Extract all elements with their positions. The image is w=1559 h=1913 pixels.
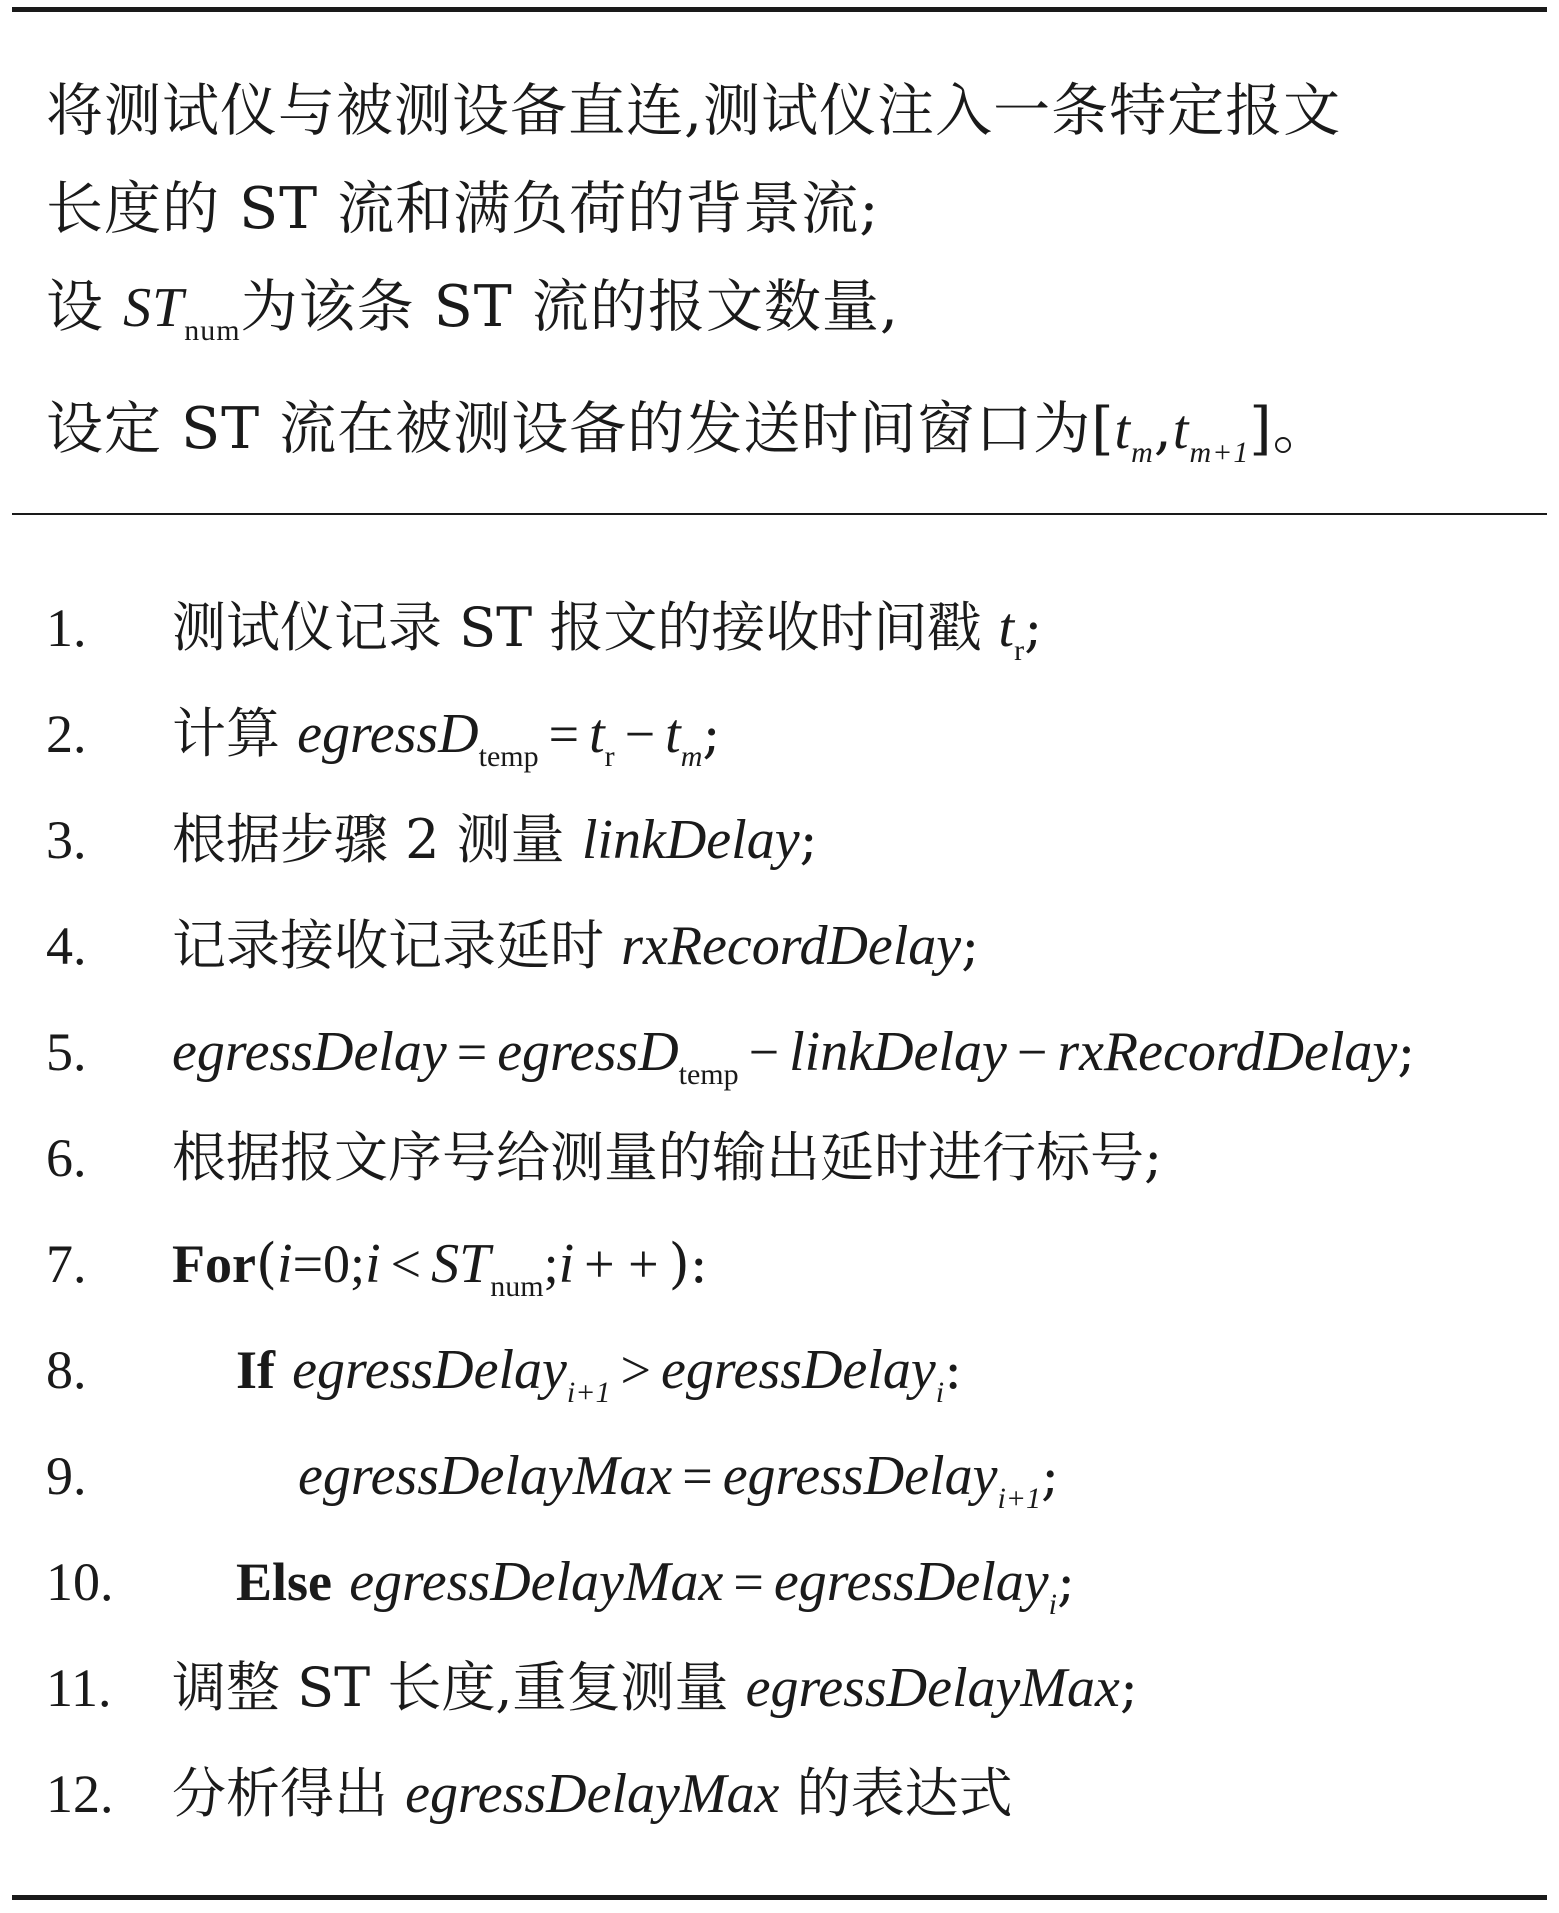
header-line-4 xyxy=(46,380,1526,502)
if-keyword: If xyxy=(236,1340,275,1400)
i-var: i xyxy=(365,1233,381,1295)
temp-sub: temp xyxy=(678,1058,739,1091)
less-than: < xyxy=(390,1234,422,1294)
step-number: 10. xyxy=(46,1552,114,1612)
step-number: 1. xyxy=(46,598,87,658)
tr-sub: r xyxy=(1014,634,1025,667)
step-end: ; xyxy=(799,808,818,871)
tm-var: t xyxy=(1114,399,1132,461)
rxRecordDelay-var: rxRecordDelay xyxy=(621,915,962,977)
header-text-2: 长度的 ST 流和满负荷的背景流; xyxy=(46,176,880,242)
header-line-2 xyxy=(46,160,1526,258)
egressDelayMax-var: egressDelayMax xyxy=(745,1657,1120,1719)
tm1-sub: m+1 xyxy=(1189,436,1250,469)
egressDelay-var: egressDelay xyxy=(292,1339,567,1401)
semicolon: ; xyxy=(543,1234,559,1294)
i-plus-1-sub: i+1 xyxy=(997,1482,1042,1515)
step-12 xyxy=(46,1741,1536,1847)
step-body xyxy=(172,1105,1162,1211)
header-text-3a: 设 xyxy=(46,274,124,340)
step-body xyxy=(172,893,979,999)
init-expr: =0; xyxy=(292,1234,366,1294)
equals-sign: = xyxy=(548,704,580,764)
i-plus-1-sub: i+1 xyxy=(566,1376,611,1409)
header-text-1: 将测试仪与被测设备直连,测试仪注入一条特定报文 xyxy=(46,78,1342,144)
open-paren: ( xyxy=(255,1232,278,1295)
tr-var: t xyxy=(998,597,1015,659)
step-1 xyxy=(46,575,1536,681)
step-10 xyxy=(46,1529,1536,1635)
st-sub: num xyxy=(184,314,241,347)
step-7 xyxy=(46,1211,1536,1317)
minus-sign: − xyxy=(748,1022,780,1082)
header-line-1 xyxy=(46,62,1526,160)
step-text: 根据报文序号给测量的输出延时进行标号; xyxy=(172,1126,1163,1189)
step-text: 测试仪记录 ST 报文的接收时间戳 xyxy=(172,596,999,659)
tm-sub: m xyxy=(680,740,703,773)
header-text-4a: 设定 ST 流在被测设备的发送时间窗口为[ xyxy=(46,396,1115,462)
temp-sub: temp xyxy=(478,740,539,773)
step-5 xyxy=(46,999,1536,1105)
step-text: 调整 ST 长度,重复测量 xyxy=(172,1656,746,1719)
i-sub: i xyxy=(935,1376,945,1409)
step-end: ; xyxy=(1024,596,1043,659)
egressDelay-var: egressDelay xyxy=(773,1551,1049,1613)
step-body xyxy=(172,1635,1138,1741)
header-text-3b: 为该条 ST 流的报文数量, xyxy=(240,274,900,340)
step-number: 5. xyxy=(46,1022,87,1082)
equals-sign: = xyxy=(682,1446,713,1506)
step-number: 3. xyxy=(46,810,87,870)
egressDelay-var: egressDelay xyxy=(172,1021,447,1083)
top-rule xyxy=(12,7,1547,12)
step-body xyxy=(172,1741,1013,1847)
step-2 xyxy=(46,681,1536,787)
egressDelay-var: egressDelay xyxy=(660,1339,936,1401)
tr-sub: r xyxy=(604,740,615,773)
header-comma: , xyxy=(1153,396,1173,462)
for-keyword: For xyxy=(172,1234,256,1294)
step-text: 根据步骤 2 测量 xyxy=(172,808,582,871)
middle-rule xyxy=(12,513,1547,515)
step-tail: 的表达式 xyxy=(779,1762,1013,1825)
step-text: 分析得出 xyxy=(172,1762,406,1825)
step-end: ; xyxy=(702,702,721,765)
else-keyword: Else xyxy=(236,1552,333,1612)
step-6 xyxy=(46,1105,1536,1211)
step-end: ; xyxy=(1397,1020,1416,1083)
step-8 xyxy=(46,1317,1536,1423)
step-number: 11. xyxy=(46,1658,112,1718)
st-var: ST xyxy=(431,1233,491,1295)
egressDelayMax-var: egressDelayMax xyxy=(349,1551,724,1613)
i-sub: i xyxy=(1048,1588,1057,1621)
st-var: ST xyxy=(123,277,185,339)
linkDelay-var: linkDelay xyxy=(581,809,800,871)
step-number: 12. xyxy=(46,1764,114,1824)
step-11 xyxy=(46,1635,1536,1741)
step-end: ; xyxy=(1119,1656,1139,1719)
linkDelay-var: linkDelay xyxy=(789,1021,1007,1083)
tm-var: t xyxy=(665,703,681,765)
algorithm-header xyxy=(46,62,1526,502)
tm-sub: m xyxy=(1131,436,1154,469)
step-9 xyxy=(46,1423,1536,1529)
step-number: 7. xyxy=(46,1234,87,1294)
egressDelayMax-var: egressDelayMax xyxy=(298,1445,673,1507)
close-paren: ): xyxy=(668,1232,708,1295)
egressDelayMax-var: egressDelayMax xyxy=(405,1763,780,1825)
i-var: i xyxy=(558,1233,575,1295)
step-4 xyxy=(46,893,1536,999)
step-number: 8. xyxy=(46,1340,87,1400)
egressD-var: egressD xyxy=(497,1021,679,1083)
egressDelay-var: egressDelay xyxy=(722,1445,998,1507)
header-line-3 xyxy=(46,258,1526,380)
step-end: ; xyxy=(1041,1444,1060,1507)
step-end: ; xyxy=(961,914,980,977)
step-text: 计算 xyxy=(172,702,298,765)
step-number: 2. xyxy=(46,704,87,764)
tr-var: t xyxy=(589,703,605,765)
egressD-var: egressD xyxy=(297,703,479,765)
step-end: ; xyxy=(1056,1550,1076,1613)
equals-sign: = xyxy=(456,1022,488,1082)
minus-sign: − xyxy=(624,704,656,764)
tm1-var: t xyxy=(1172,399,1190,461)
rxRecordDelay-var: rxRecordDelay xyxy=(1057,1021,1398,1083)
greater-than: > xyxy=(620,1340,651,1400)
step-number: 4. xyxy=(46,916,87,976)
step-number: 9. xyxy=(46,1446,87,1506)
step-end: : xyxy=(944,1338,963,1401)
step-number: 6. xyxy=(46,1128,87,1188)
bottom-rule xyxy=(12,1895,1547,1900)
increment-op: + + xyxy=(584,1234,659,1294)
header-text-4b: ]。 xyxy=(1249,396,1331,462)
step-text: 记录接收记录延时 xyxy=(172,914,622,977)
step-body xyxy=(172,787,818,893)
minus-sign: − xyxy=(1016,1022,1048,1082)
step-3 xyxy=(46,787,1536,893)
num-sub: num xyxy=(490,1270,544,1303)
equals-sign: = xyxy=(733,1552,764,1612)
algorithm-steps xyxy=(46,575,1536,1847)
i-var: i xyxy=(277,1233,293,1295)
